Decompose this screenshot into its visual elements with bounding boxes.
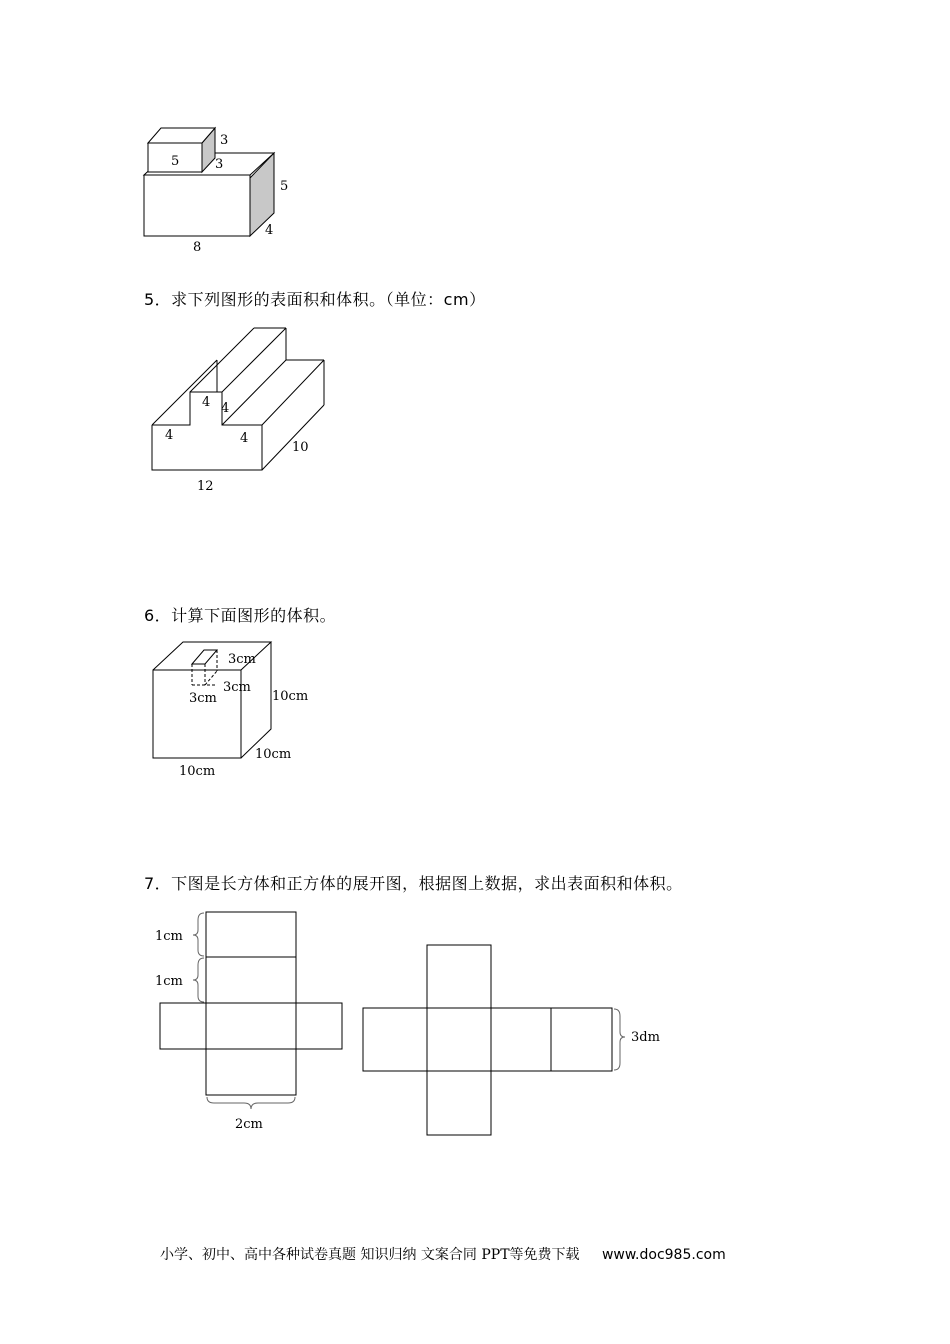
label-base-length: 8 xyxy=(193,240,202,255)
question-5-text: 5．求下列图形的表面积和体积。（单位：cm） xyxy=(144,290,486,309)
label-seg1: 1cm xyxy=(155,929,183,944)
cube-with-hole-figure xyxy=(140,633,340,783)
label-cube-depth: 10cm xyxy=(255,747,292,762)
label-left-height: 4 xyxy=(165,428,174,443)
question-7-text: 7．下图是长方体和正方体的展开图，根据图上数据，求出表面积和体积。 xyxy=(144,874,683,893)
label-net-width: 2cm xyxy=(235,1117,263,1132)
page-footer xyxy=(160,1244,726,1264)
label-hole-side: 3cm xyxy=(223,680,251,695)
label-small-height: 3 xyxy=(215,157,224,172)
label-small-width: 5 xyxy=(171,154,180,169)
label-length: 12 xyxy=(197,479,214,494)
label-cube-edge: 3dm xyxy=(631,1030,660,1045)
label-base-height: 5 xyxy=(280,179,289,194)
label-cube-width: 10cm xyxy=(179,764,216,779)
label-hole-top: 3cm xyxy=(228,652,256,667)
cube-net-figure xyxy=(355,935,675,1145)
question-6-text: 6．计算下面图形的体积。 xyxy=(144,606,337,625)
label-seg2: 1cm xyxy=(155,974,183,989)
footer-url[interactable]: www.doc985.com xyxy=(601,1247,726,1263)
stepped-prism-figure xyxy=(140,320,340,500)
label-depth: 10 xyxy=(292,440,309,455)
label-cube-height: 10cm xyxy=(272,689,309,704)
cuboid-net-figure xyxy=(145,900,355,1140)
stacked-cuboids-figure xyxy=(130,118,310,258)
label-right-height: 4 xyxy=(240,431,249,446)
footer-text: 小学、初中、高中各种试卷真题 知识归纳 文案合同 PPT等免费下载 xyxy=(160,1247,580,1263)
label-small-depth: 3 xyxy=(220,133,229,148)
label-notch-depth: 4 xyxy=(221,401,230,416)
label-notch-width: 4 xyxy=(202,395,211,410)
label-hole-front: 3cm xyxy=(189,691,217,706)
label-base-depth: 4 xyxy=(265,223,274,238)
